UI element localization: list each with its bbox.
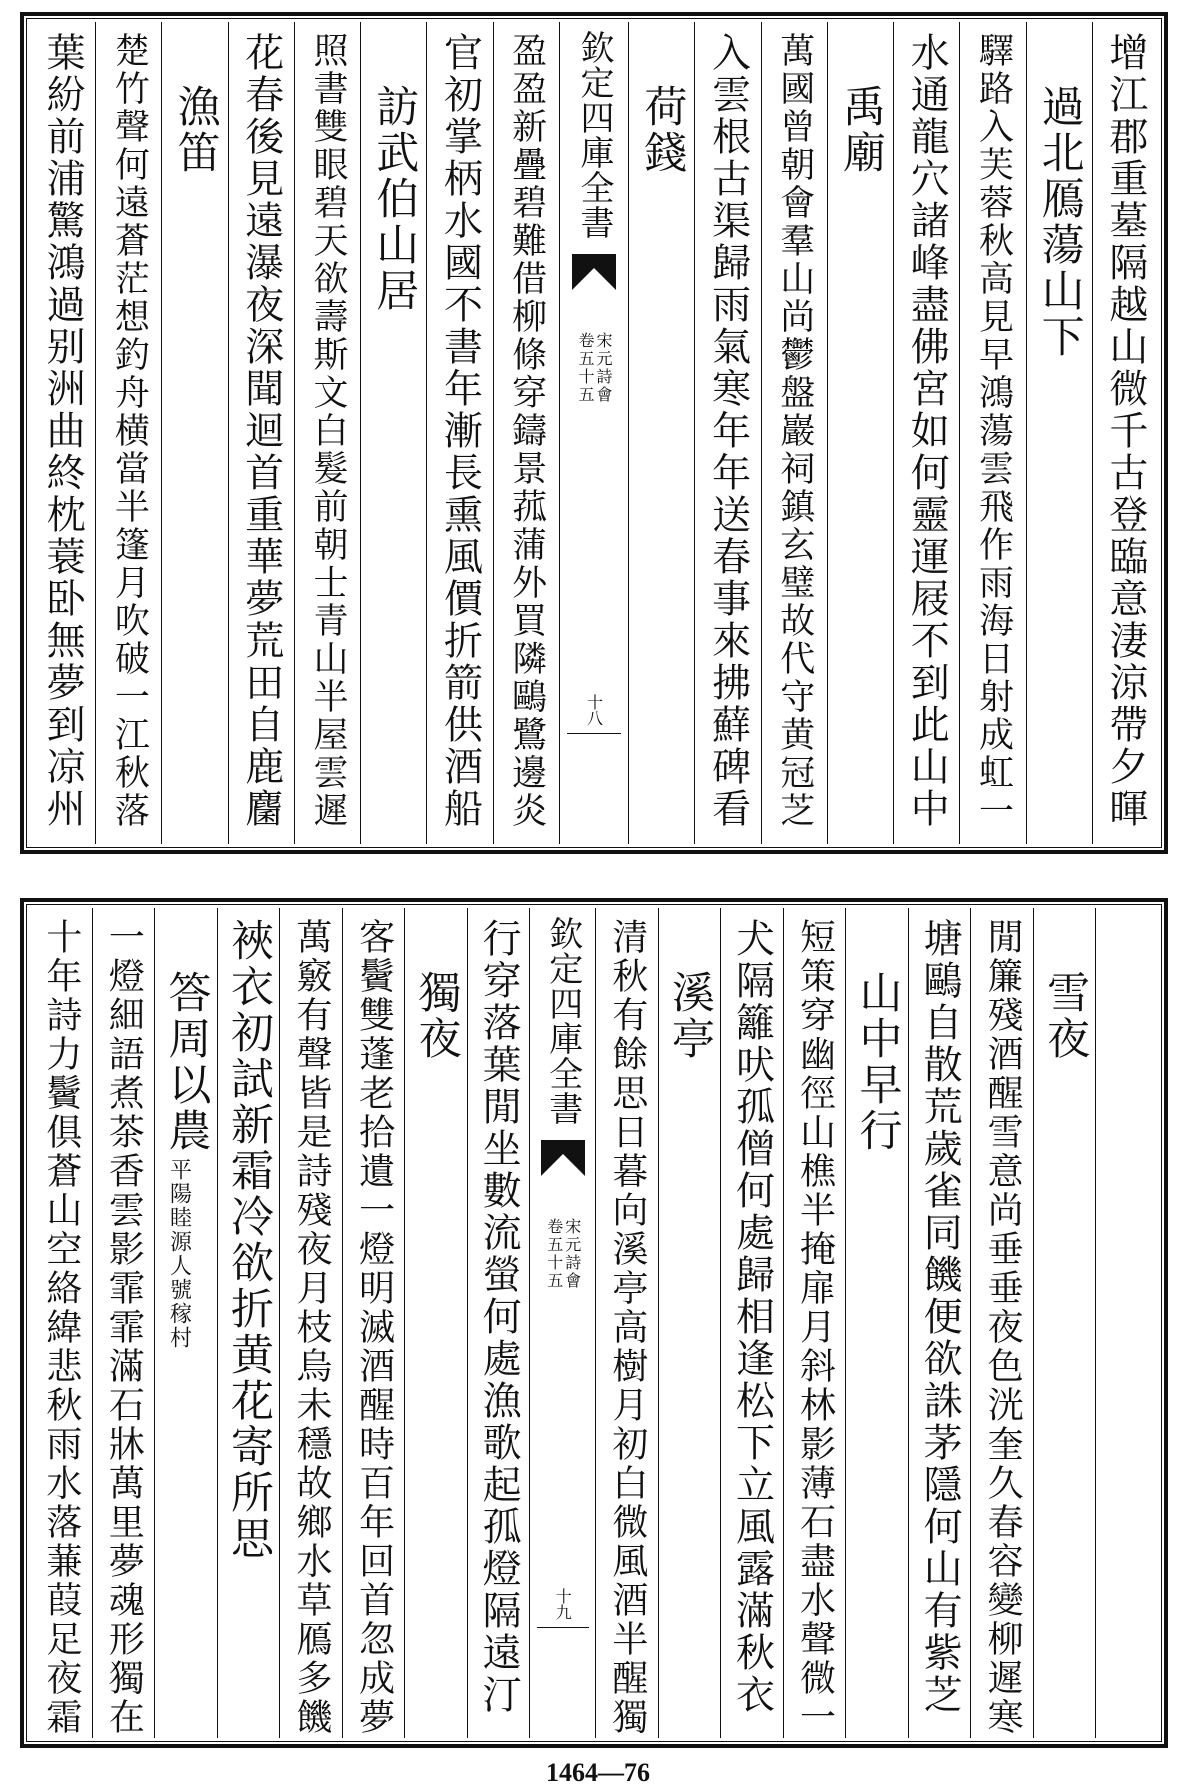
poem-text-column [783, 908, 846, 1738]
poem-title: 過北鴈蕩山下 [1034, 84, 1085, 360]
poem-line: 水通龍穴諸峰盡佛宮如何靈運屐不到此山中 [904, 32, 950, 830]
poem-title-column [360, 22, 426, 844]
volume-heading [577, 332, 611, 404]
poem-text-column [959, 22, 1025, 844]
poem-title: 禹廟 [836, 84, 887, 176]
poem-title-column [404, 908, 467, 1738]
poem-line: 一燈細語煮茶香雲影霏霏滿石牀萬里夢魂形獨在 [103, 918, 145, 1737]
poem-line: 短策穿幽徑山樵半掩扉月斜林影薄石盡水聲微一 [794, 918, 836, 1737]
poem-title-column [161, 22, 227, 844]
poem-text-column [970, 908, 1033, 1738]
poem-line: 入雲根古渠歸雨氣寒年年送春事來拂蘚碑看 [705, 32, 751, 830]
fishtail-mark-icon [572, 254, 616, 290]
poem-text-column [694, 22, 760, 844]
top-page-columns [30, 22, 1158, 844]
poem-text-column [761, 22, 827, 844]
poem-text-column [720, 908, 783, 1738]
volume-number: 卷五十五 [544, 1218, 564, 1290]
poem-title-column [845, 908, 908, 1738]
library-title: 欽定四庫全書 [574, 30, 614, 240]
poem-text-column [294, 22, 360, 844]
fishtail-mark-icon [541, 1140, 585, 1176]
top-page [20, 12, 1168, 854]
bottom-page [20, 898, 1168, 1748]
volume-number: 卷五十五 [576, 332, 595, 404]
poem-text-column [1092, 22, 1158, 844]
poem-line: 閒簾殘酒醒雪意尚垂垂夜色洸奎久春容變柳遲寒 [982, 918, 1024, 1737]
poem-line: 葉紛前浦驚鴻過别洲曲終枕蓑卧無夢到凉州 [40, 32, 86, 830]
poem-text-column [893, 22, 959, 844]
bottom-page-columns [30, 908, 1158, 1738]
center-fold-column [529, 908, 595, 1738]
poem-text-column [279, 908, 342, 1738]
poem-line: 塘鷗自散荒歲雀同饑便欲誅茅隱何山有紫芝 [917, 918, 963, 1716]
poem-title: 荷錢 [637, 84, 688, 176]
poem-line: 裌衣初試新霜冷欲折黄花寄所思 [223, 918, 274, 1562]
poem-line: 犬隔籬吠孤僧何處歸相逢松下立風露滿秋衣 [729, 918, 775, 1716]
poem-title-column [658, 908, 721, 1738]
poem-text-column [1095, 908, 1158, 1738]
poem-title: 獨夜 [411, 970, 462, 1062]
poem-text-column [467, 908, 530, 1738]
poem-title-column [154, 908, 217, 1738]
poem-text-column [426, 22, 492, 844]
folio-number: 十八 [584, 694, 604, 726]
poem-line: 十年詩力鬢俱蒼山空絡緯悲秋雨水落蒹葭足夜霜 [40, 918, 82, 1737]
poem-title: 漁笛 [170, 84, 221, 176]
poem-text-column [342, 908, 405, 1738]
poem-title: 答周以農 [161, 970, 212, 1154]
poem-title: 訪武伯山居 [369, 84, 420, 314]
poem-title-column [827, 22, 893, 844]
poem-line: 萬國曾朝會羣山尚鬱盤巖祠鎮玄璧故代守黄冠芝 [774, 32, 815, 830]
poem-text-column [908, 908, 971, 1738]
poem-line: 官初掌柄水國不書年漸長熏風價折箭供酒船 [437, 32, 483, 830]
poem-text-column [30, 22, 95, 844]
poem-line: 行穿落葉閒坐數流螢何處漁歌起孤燈隔遠汀 [476, 918, 522, 1716]
poem-text-column [92, 908, 155, 1738]
poem-title: 溪亭 [664, 970, 715, 1062]
page-number: 1464—76 [546, 1758, 650, 1787]
poem-text-column [95, 22, 161, 844]
poem-line: 楚竹聲何遠蒼茫想釣舟横當半篷月吹破一江秋落 [109, 32, 150, 830]
poem-line: 照書雙眼碧天欲壽斯文白髮前朝士青山半屋雲遲 [308, 32, 348, 830]
poem-text-column [217, 908, 280, 1738]
poem-text-column [595, 908, 658, 1738]
poem-title: 雪夜 [1040, 970, 1091, 1062]
poem-line: 清秋有餘思日暮向溪亭高樹月初白微風酒半醒獨 [606, 918, 648, 1737]
poem-line: 萬竅有聲皆是詩殘夜月枝烏未穩故鄉水草鴈多饑 [291, 918, 333, 1737]
center-fold-column [559, 22, 628, 844]
poem-text-column [493, 22, 559, 844]
library-title: 欽定四庫全書 [542, 916, 583, 1126]
collection-name: 宋元詩會 [562, 1218, 582, 1290]
poem-title-column [628, 22, 694, 844]
poem-title-column [1026, 22, 1092, 844]
poem-title: 山中早行 [852, 970, 903, 1154]
folio-rule [567, 733, 622, 734]
poem-title-column [1033, 908, 1096, 1738]
collection-name: 宋元詩會 [594, 332, 613, 404]
poem-line: 花春後見遠瀑夜深聞迴首重華夢荒田自鹿麕 [238, 32, 284, 830]
poem-line: 客鬢雙蓬老拾遺一燈明滅酒醒時百年回首忽成夢 [353, 918, 395, 1737]
poem-text-column [30, 908, 92, 1738]
folio-number: 十九 [553, 1588, 573, 1620]
poem-text-column [228, 22, 294, 844]
folio-rule [537, 1627, 589, 1628]
poem-line: 增江郡重墓隔越山微千古登臨意淒涼帶夕暉 [1102, 32, 1148, 830]
author-note: 平陽睦源人號稼村 [166, 1158, 192, 1350]
poem-line: 驛路入芙蓉秋高見早鴻蕩雲飛作雨海日射成虹一 [973, 32, 1014, 830]
poem-line: 盈盈新疊碧難借柳條穿鑄景菰蒲外買隣鷗鷺邊炎 [506, 32, 547, 830]
volume-heading [546, 1218, 580, 1290]
